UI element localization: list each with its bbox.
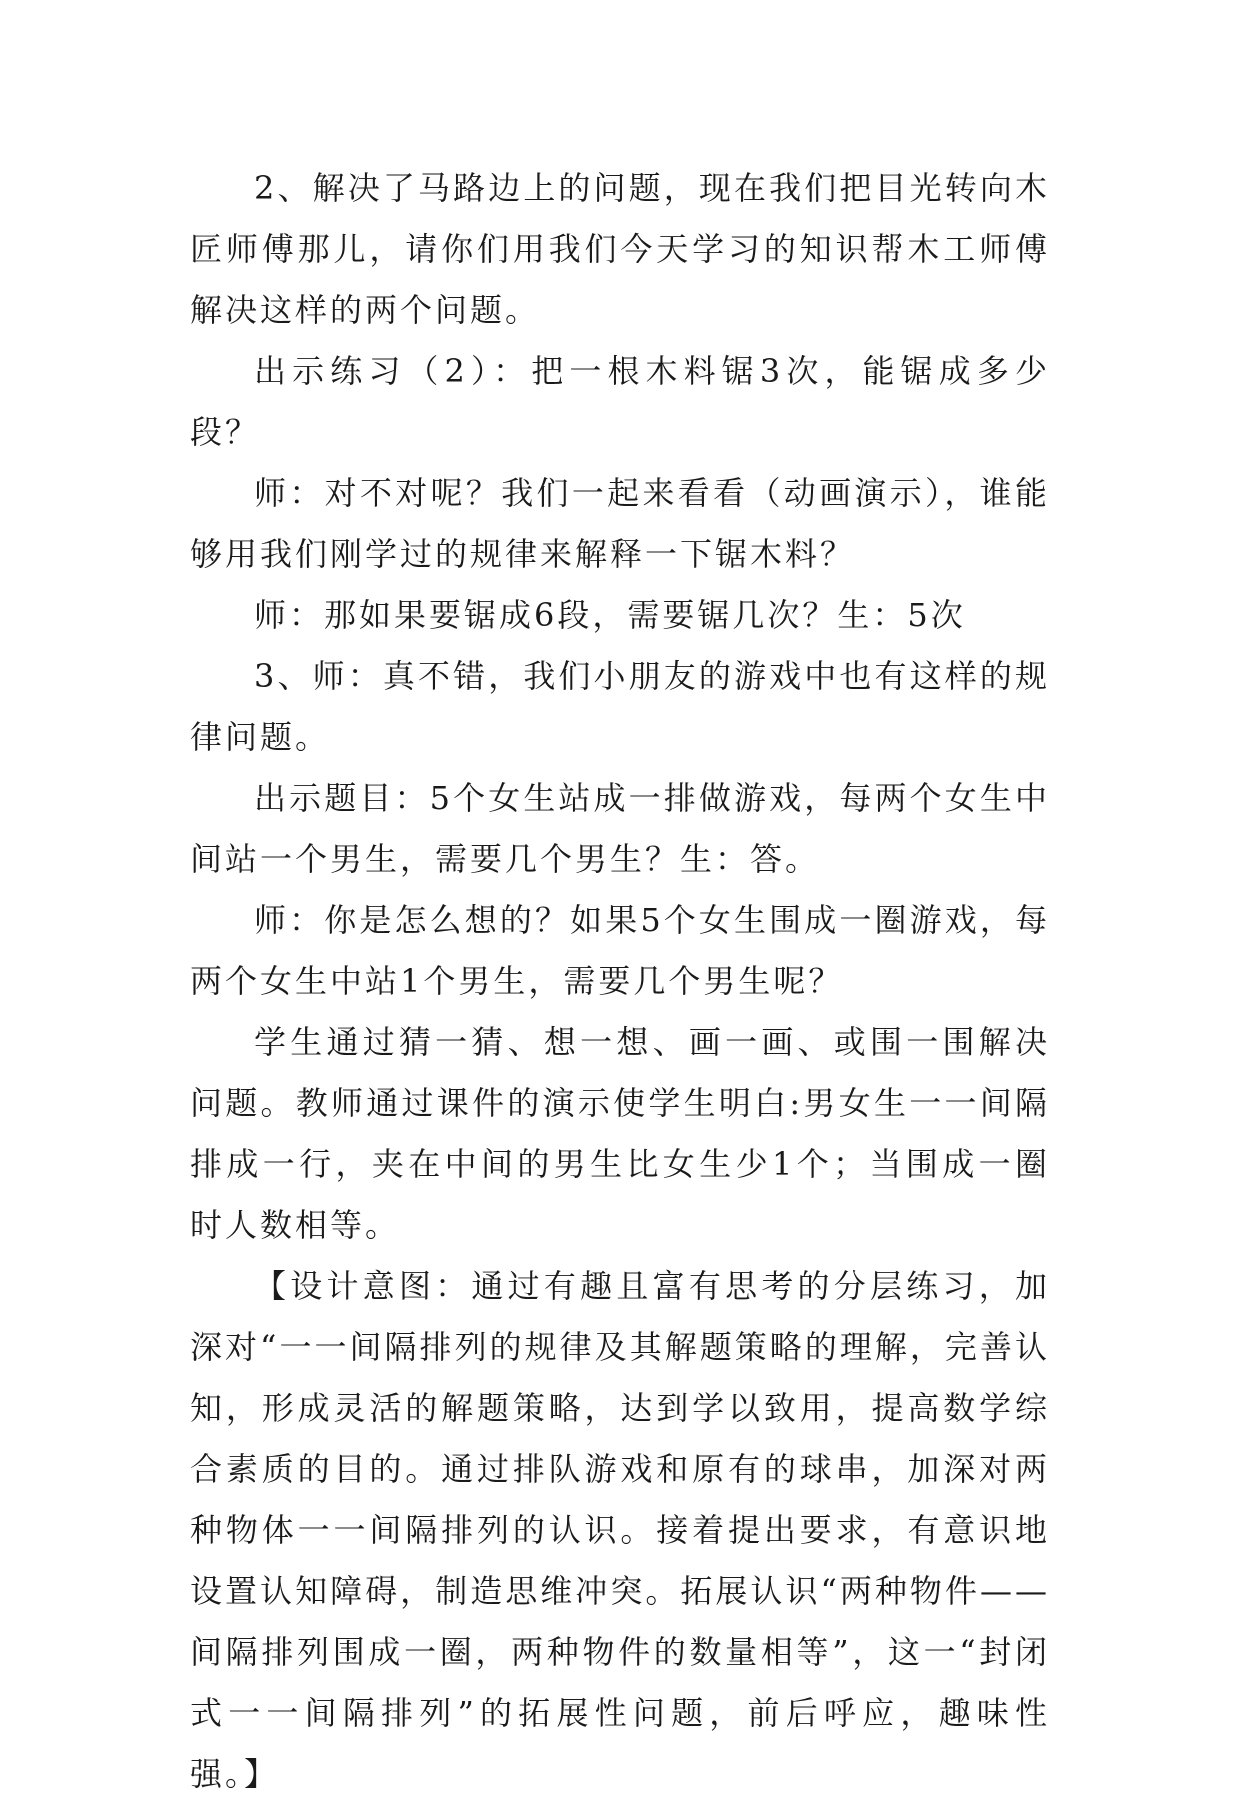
paragraph-teacher-check: 师：对不对呢？我们一起来看看（动画演示），谁能够用我们刚学过的规律来解释一下锯木料？ bbox=[190, 474, 1050, 573]
paragraph-line-problem: 出示题目：5个女生站成一排做游戏，每两个女生中间站一个男生，需要几个男生？生：答。 bbox=[190, 779, 1050, 878]
paragraph-exercise-2: 出示练习（2）：把一根木料锯3次，能锯成多少段？ bbox=[190, 352, 1050, 451]
paragraph-student-solving: 学生通过猜一猜、想一想、画一画、或围一围解决问题。教师通过课件的演示使学生明白:男女生一一间隔排成一行，夹在中间的男生比女生少1个；当围成一圈时人数相等。 bbox=[190, 1023, 1050, 1244]
paragraph-game-intro: 3、师：真不错，我们小朋友的游戏中也有这样的规律问题。 bbox=[190, 657, 1050, 756]
paragraph-six-segments: 师：那如果要锯成6段，需要锯几次？生：5次 bbox=[254, 596, 966, 634]
paragraph-design-intent: 【设计意图：通过有趣且富有思考的分层练习，加深对“一一间隔排列的规律及其解题策略的理解，完善认知，形成灵活的解题策略，达到学以致用，提高数学综合素质的目的。通过排队游戏和原有的球串，加深对两种物体一一间隔排列的认识。接着提出要求，有意识地设置认知障碍，制造思维冲突。拓展认识“两种物件——间隔排列围成一圈，两种物件的数量相等”，这一“封闭式一一间隔排列”的拓展性问题，前后呼应，趣味性强。】 bbox=[190, 1267, 1050, 1793]
paragraph-sawing-intro: 2、解决了马路边上的问题，现在我们把目光转向木匠师傅那儿，请你们用我们今天学习的知识帮木工师傅解决这样的两个问题。 bbox=[190, 169, 1050, 329]
paragraph-circle-problem: 师：你是怎么想的？如果5个女生围成一圈游戏，每两个女生中站1个男生，需要几个男生呢？ bbox=[190, 901, 1050, 1000]
document-body bbox=[190, 158, 1050, 1805]
